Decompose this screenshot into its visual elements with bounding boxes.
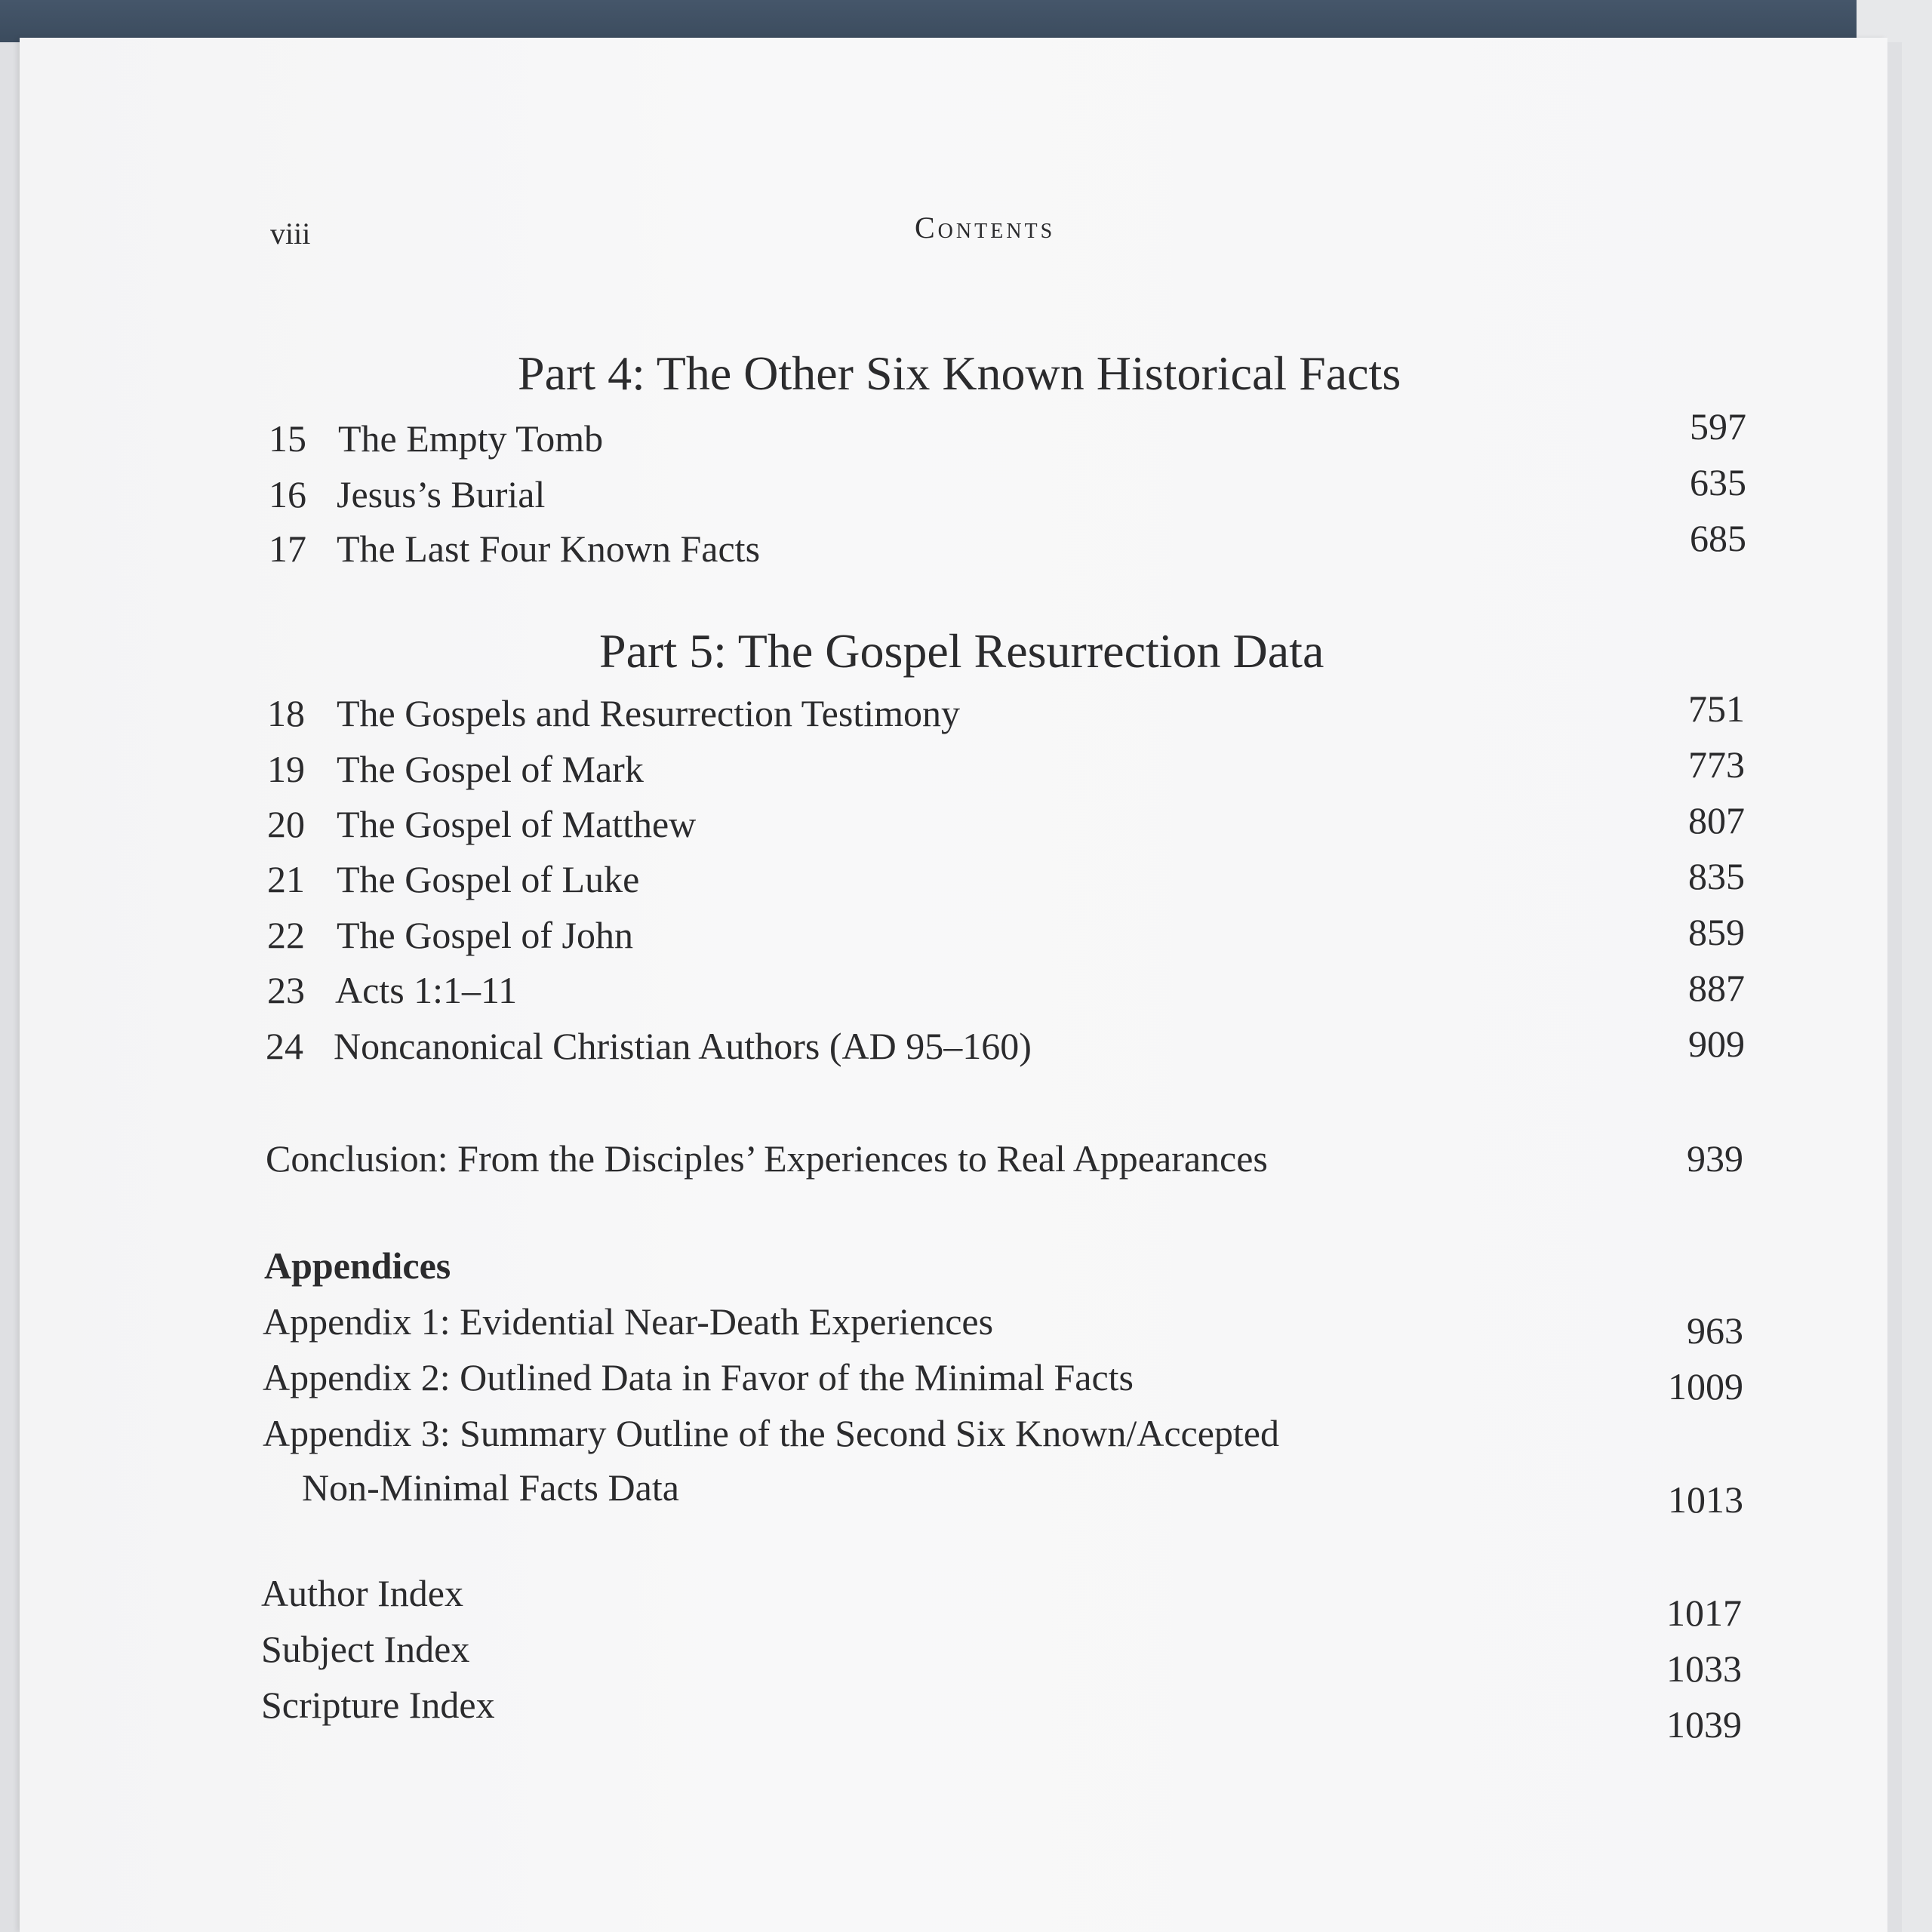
- appendix-page: 1013: [1668, 1478, 1743, 1521]
- toc-title: The Gospel of John: [337, 914, 633, 956]
- appendices-heading: Appendices: [264, 1244, 451, 1287]
- conclusion-title: Conclusion: From the Disciples’ Experiences to Real Appearances: [266, 1137, 1268, 1180]
- toc-number: 16: [269, 473, 306, 515]
- toc-number: 24: [266, 1025, 303, 1067]
- folio: viii: [270, 217, 311, 251]
- appendix-page: 1009: [1668, 1365, 1743, 1407]
- conclusion-page: 939: [1687, 1137, 1743, 1180]
- toc-page: 751: [1688, 688, 1745, 730]
- toc-title: The Gospel of Mark: [337, 748, 644, 790]
- index-title: Scripture Index: [261, 1684, 495, 1726]
- index-title: Subject Index: [261, 1628, 470, 1670]
- toc-page: 807: [1688, 799, 1745, 841]
- appendix-title-continuation: Non-Minimal Facts Data: [302, 1466, 679, 1509]
- toc-page: 685: [1690, 517, 1746, 559]
- toc-number: 17: [269, 528, 306, 570]
- toc-number: 18: [267, 692, 305, 734]
- toc-page: 859: [1688, 911, 1745, 953]
- running-head: Contents: [915, 211, 1056, 245]
- appendix-title: Appendix 2: Outlined Data in Favor of the Minimal Facts: [263, 1356, 1134, 1398]
- toc-title: The Gospels and Resurrection Testimony: [337, 692, 960, 734]
- toc-page: 635: [1690, 461, 1746, 503]
- toc-title: Acts 1:1–11: [335, 969, 518, 1011]
- toc-number: 15: [269, 417, 306, 460]
- index-page: 1017: [1666, 1592, 1742, 1634]
- toc-title: The Empty Tomb: [338, 417, 604, 460]
- toc-number: 19: [267, 748, 305, 790]
- toc-title: The Gospel of Luke: [337, 858, 640, 900]
- toc-page: 597: [1690, 405, 1746, 448]
- toc-page: 887: [1688, 967, 1745, 1009]
- index-page: 1033: [1666, 1647, 1742, 1690]
- part-5-heading: Part 5: The Gospel Resurrection Data: [599, 624, 1324, 678]
- toc-number: 21: [267, 858, 305, 900]
- index-page: 1039: [1666, 1703, 1742, 1746]
- toc-page: 909: [1688, 1023, 1745, 1065]
- appendix-page: 963: [1687, 1309, 1743, 1352]
- toc-page: 835: [1688, 855, 1745, 897]
- toc-title: The Gospel of Matthew: [337, 803, 697, 845]
- part-4-heading: Part 4: The Other Six Known Historical Facts: [518, 346, 1401, 400]
- appendix-title: Appendix 1: Evidential Near-Death Experiences: [263, 1300, 994, 1343]
- appendix-title: Appendix 3: Summary Outline of the Second Six Known/Accepted: [263, 1412, 1279, 1454]
- toc-title: Noncanonical Christian Authors (AD 95–160): [334, 1025, 1032, 1067]
- toc-number: 22: [267, 914, 305, 956]
- toc-page: 773: [1688, 743, 1745, 786]
- toc-number: 23: [267, 969, 305, 1011]
- toc-title: The Last Four Known Facts: [337, 528, 761, 570]
- toc-title: Jesus’s Burial: [337, 473, 546, 515]
- index-title: Author Index: [261, 1572, 463, 1614]
- toc-number: 20: [267, 803, 305, 845]
